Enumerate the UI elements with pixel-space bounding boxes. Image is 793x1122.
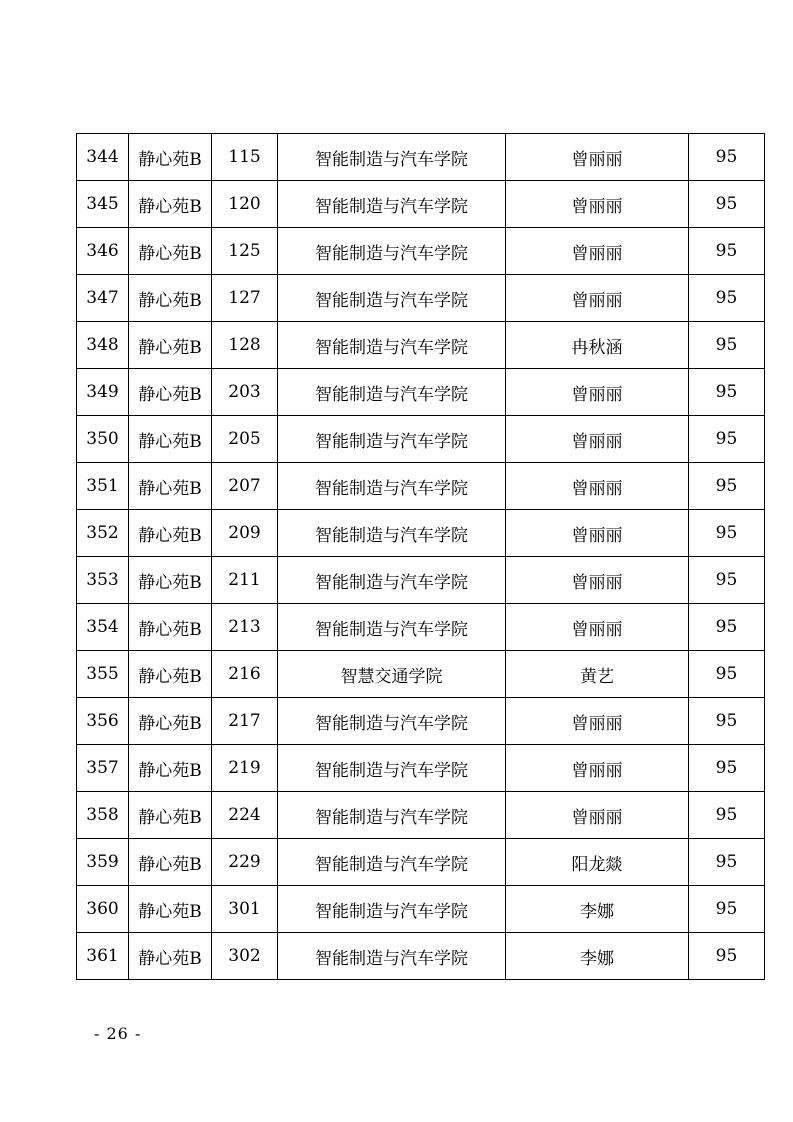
name-cell: 曾丽丽	[506, 792, 689, 839]
room-cell: 301	[212, 886, 278, 933]
building-cell: 静心苑B	[129, 745, 212, 792]
score-cell: 95	[689, 369, 765, 416]
row-index-cell: 346	[77, 228, 129, 275]
room-cell: 302	[212, 933, 278, 980]
table-row	[77, 933, 765, 980]
name-cell: 黄艺	[506, 651, 689, 698]
row-index-cell: 354	[77, 604, 129, 651]
name-cell: 曾丽丽	[506, 698, 689, 745]
row-index-cell: 348	[77, 322, 129, 369]
table-row	[77, 134, 765, 181]
room-cell: 217	[212, 698, 278, 745]
table-row	[77, 275, 765, 322]
building-cell: 静心苑B	[129, 651, 212, 698]
name-cell: 曾丽丽	[506, 510, 689, 557]
table-row	[77, 228, 765, 275]
room-cell: 213	[212, 604, 278, 651]
building-cell: 静心苑B	[129, 839, 212, 886]
college-cell: 智能制造与汽车学院	[278, 933, 506, 980]
table-row	[77, 792, 765, 839]
score-cell: 95	[689, 557, 765, 604]
score-cell: 95	[689, 839, 765, 886]
building-cell: 静心苑B	[129, 933, 212, 980]
table-row	[77, 463, 765, 510]
score-cell: 95	[689, 134, 765, 181]
table-row	[77, 745, 765, 792]
table-row	[77, 557, 765, 604]
row-index-cell: 353	[77, 557, 129, 604]
room-cell: 211	[212, 557, 278, 604]
room-cell: 207	[212, 463, 278, 510]
score-cell: 95	[689, 510, 765, 557]
name-cell: 李娜	[506, 933, 689, 980]
dorm-score-table	[76, 133, 765, 980]
page-number: - 26 -	[94, 1024, 142, 1043]
name-cell: 曾丽丽	[506, 463, 689, 510]
table-row	[77, 839, 765, 886]
score-cell: 95	[689, 698, 765, 745]
college-cell: 智能制造与汽车学院	[278, 745, 506, 792]
name-cell: 曾丽丽	[506, 275, 689, 322]
row-index-cell: 344	[77, 134, 129, 181]
building-cell: 静心苑B	[129, 369, 212, 416]
college-cell: 智慧交通学院	[278, 651, 506, 698]
room-cell: 209	[212, 510, 278, 557]
college-cell: 智能制造与汽车学院	[278, 510, 506, 557]
row-index-cell: 360	[77, 886, 129, 933]
building-cell: 静心苑B	[129, 275, 212, 322]
score-cell: 95	[689, 745, 765, 792]
college-cell: 智能制造与汽车学院	[278, 275, 506, 322]
room-cell: 203	[212, 369, 278, 416]
score-cell: 95	[689, 322, 765, 369]
table-row	[77, 369, 765, 416]
score-cell: 95	[689, 792, 765, 839]
row-index-cell: 349	[77, 369, 129, 416]
row-index-cell: 350	[77, 416, 129, 463]
table-body	[77, 134, 765, 980]
row-index-cell: 361	[77, 933, 129, 980]
college-cell: 智能制造与汽车学院	[278, 604, 506, 651]
table-row	[77, 886, 765, 933]
name-cell: 曾丽丽	[506, 369, 689, 416]
building-cell: 静心苑B	[129, 322, 212, 369]
college-cell: 智能制造与汽车学院	[278, 886, 506, 933]
building-cell: 静心苑B	[129, 181, 212, 228]
college-cell: 智能制造与汽车学院	[278, 181, 506, 228]
table-row	[77, 416, 765, 463]
score-cell: 95	[689, 463, 765, 510]
name-cell: 曾丽丽	[506, 604, 689, 651]
building-cell: 静心苑B	[129, 792, 212, 839]
name-cell: 冉秋涵	[506, 322, 689, 369]
name-cell: 曾丽丽	[506, 228, 689, 275]
score-cell: 95	[689, 416, 765, 463]
building-cell: 静心苑B	[129, 228, 212, 275]
college-cell: 智能制造与汽车学院	[278, 322, 506, 369]
score-cell: 95	[689, 651, 765, 698]
row-index-cell: 355	[77, 651, 129, 698]
building-cell: 静心苑B	[129, 134, 212, 181]
room-cell: 120	[212, 181, 278, 228]
score-cell: 95	[689, 933, 765, 980]
room-cell: 205	[212, 416, 278, 463]
room-cell: 125	[212, 228, 278, 275]
name-cell: 曾丽丽	[506, 134, 689, 181]
row-index-cell: 358	[77, 792, 129, 839]
table-row	[77, 651, 765, 698]
college-cell: 智能制造与汽车学院	[278, 134, 506, 181]
room-cell: 229	[212, 839, 278, 886]
room-cell: 219	[212, 745, 278, 792]
room-cell: 216	[212, 651, 278, 698]
table-row	[77, 510, 765, 557]
name-cell: 李娜	[506, 886, 689, 933]
college-cell: 智能制造与汽车学院	[278, 416, 506, 463]
row-index-cell: 347	[77, 275, 129, 322]
table-row	[77, 698, 765, 745]
college-cell: 智能制造与汽车学院	[278, 698, 506, 745]
score-cell: 95	[689, 275, 765, 322]
name-cell: 曾丽丽	[506, 181, 689, 228]
college-cell: 智能制造与汽车学院	[278, 369, 506, 416]
table-row	[77, 181, 765, 228]
building-cell: 静心苑B	[129, 510, 212, 557]
room-cell: 127	[212, 275, 278, 322]
building-cell: 静心苑B	[129, 463, 212, 510]
college-cell: 智能制造与汽车学院	[278, 228, 506, 275]
row-index-cell: 351	[77, 463, 129, 510]
score-cell: 95	[689, 228, 765, 275]
room-cell: 128	[212, 322, 278, 369]
college-cell: 智能制造与汽车学院	[278, 792, 506, 839]
row-index-cell: 345	[77, 181, 129, 228]
building-cell: 静心苑B	[129, 886, 212, 933]
college-cell: 智能制造与汽车学院	[278, 839, 506, 886]
row-index-cell: 356	[77, 698, 129, 745]
room-cell: 224	[212, 792, 278, 839]
building-cell: 静心苑B	[129, 698, 212, 745]
college-cell: 智能制造与汽车学院	[278, 463, 506, 510]
name-cell: 曾丽丽	[506, 416, 689, 463]
table-row	[77, 322, 765, 369]
building-cell: 静心苑B	[129, 604, 212, 651]
row-index-cell: 352	[77, 510, 129, 557]
room-cell: 115	[212, 134, 278, 181]
name-cell: 曾丽丽	[506, 745, 689, 792]
score-cell: 95	[689, 181, 765, 228]
score-cell: 95	[689, 886, 765, 933]
name-cell: 曾丽丽	[506, 557, 689, 604]
building-cell: 静心苑B	[129, 416, 212, 463]
name-cell: 阳龙燚	[506, 839, 689, 886]
college-cell: 智能制造与汽车学院	[278, 557, 506, 604]
table-row	[77, 604, 765, 651]
building-cell: 静心苑B	[129, 557, 212, 604]
row-index-cell: 359	[77, 839, 129, 886]
score-cell: 95	[689, 604, 765, 651]
row-index-cell: 357	[77, 745, 129, 792]
